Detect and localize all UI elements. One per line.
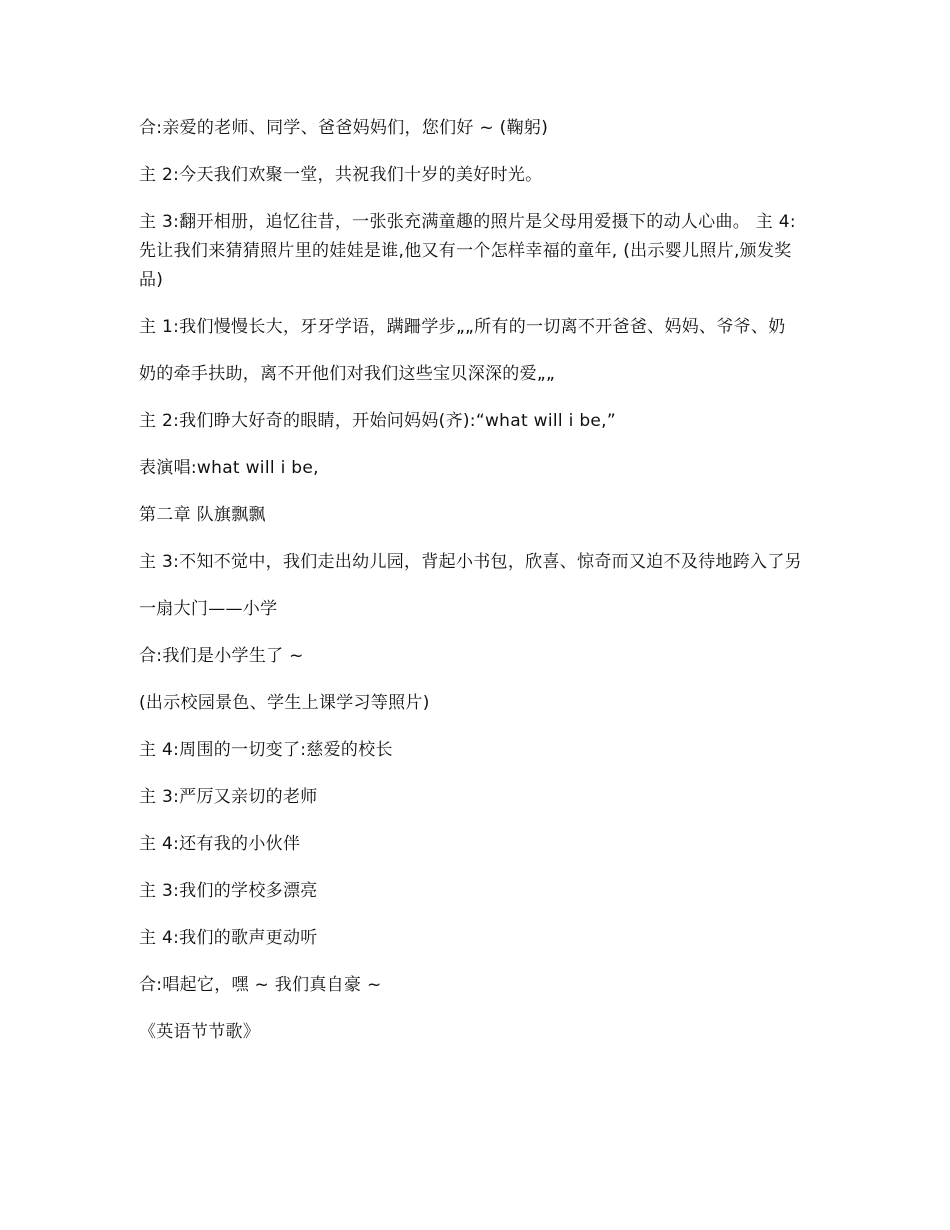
paragraph-photo-album: 主 3:翻开相册，追忆往昔，一张张充满童趣的照片是父母用爱摄下的动人心曲。 主 4:先让我们来猜猜照片里的娃娃是谁,他又有一个怎样幸福的童年, (出示婴儿照片,颁发奖品) [139, 212, 796, 290]
song-title: 《英语节节歌》 [139, 1022, 261, 1042]
paragraph-chorus-students: 合:我们是小学生了 ~ [139, 646, 304, 666]
paragraph-parents-love: 奶的牵手扶助，离不开他们对我们这些宝贝深深的爱„„ [139, 364, 556, 384]
paragraph-host3-teacher: 主 3:严厉又亲切的老师 [139, 787, 318, 807]
paragraph-host4-friends: 主 4:还有我的小伙伴 [139, 834, 301, 854]
paragraph-primary-school: 一扇大门——小学 [139, 599, 278, 619]
paragraph-greeting: 合:亲爱的老师、同学、爸爸妈妈们，您们好 ~ (鞠躬) [139, 118, 549, 138]
paragraph-performance-song: 表演唱:what will i be, [139, 458, 319, 478]
paragraph-host2-intro: 主 2:今天我们欢聚一堂，共祝我们十岁的美好时光。 [139, 165, 543, 185]
paragraph-stage-direction: (出示校园景色、学生上课学习等照片) [139, 693, 430, 713]
document-body [139, 114, 809, 1047]
paragraph-host3-school-beautiful: 主 3:我们的学校多漂亮 [139, 881, 318, 901]
paragraph-host2-question: 主 2:我们睁大好奇的眼睛，开始问妈妈(齐):“what will i be,” [139, 411, 616, 431]
paragraph-host3-school: 主 3:不知不觉中，我们走出幼儿园，背起小书包，欣喜、惊奇而又迫不及待地跨入了另 [139, 552, 802, 572]
chapter-heading: 第二章 队旗飘飘 [139, 505, 266, 525]
paragraph-host1-growing: 主 1:我们慢慢长大，牙牙学语，蹒跚学步„„所有的一切离不开爸爸、妈妈、爷爷、奶 [139, 317, 786, 337]
paragraph-host4-songs: 主 4:我们的歌声更动听 [139, 928, 318, 948]
paragraph-host4-principal: 主 4:周围的一切变了:慈爱的校长 [139, 740, 393, 760]
paragraph-chorus-proud: 合:唱起它，嘿 ~ 我们真自豪 ~ [139, 975, 382, 995]
